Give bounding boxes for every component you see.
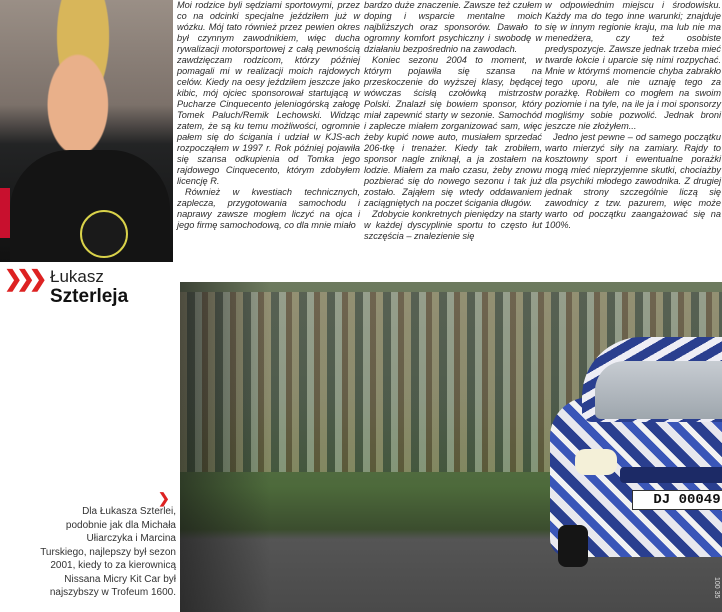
paragraph: Moi rodzice byli sędziami sportowymi, przez co na odcinki specjalne jeździłem już w wózku. Mój tato również przez pewien okres był czynnym zawodnikiem, więc ducha rywalizacji motorsportowej z całą pewnością zawdzięczam rodzicom, którzy później pomagali mi w realizacji moich rajdowych celów. Kiedy na oesy jeździłem jeszcze jako kibic, mój ojciec sponsorował startującą w Pucharze Cinquecento jeleniogórską załogę Tomek Paluch/Remik Lechowski. Widząc zatem, że są ku temu możliwości, ogromnie pałem się do ścigania i udział w KJS-ach rozpocząłem w 1997 r. Rok później pojawiła się szansa odkupienia od Tomka jego rajdowego Cinquecento, którym zdobyłem licencję R. bbox=[177, 0, 360, 186]
driver-portrait-photo bbox=[0, 0, 173, 262]
paragraph: Koniec sezonu 2004 to moment, w którym pojawiła się szansa na przeskoczenie do wyższej klasy, będącej wówczas ścisłą czołówką mistrzostw Polski. Znalazł się bowiem sponsor, który miał zapewnić starty w sezonie. Samochód i zaplecze miałem zorganizować sam, więc żeby kupić nowe auto, musiałem sprzedać 206-tkę i trenażer. Kiedy tak zrobiłem, sponsor nagle zniknął, a ja zostałem na lodzie. Miałem za mało czasu, żeby znowu pozbierać się do nowego sezonu i tak już zostało. Zająłem się wtedy oddawaniem zaciągniętych na poczet ścigania długów. bbox=[364, 55, 542, 208]
license-plate: DJ 00049 bbox=[632, 490, 722, 510]
paragraph: bardzo duże znaczenie. Zawsze też czułem doping i wsparcie mentalne moich najbliższych oraz sponsorów. Dawało to ogromny komfort psychiczny i swobodę w działaniu bezpośrednio na zawodach. bbox=[364, 0, 542, 54]
foreground-shadow bbox=[180, 282, 270, 612]
paragraph: w odpowiednim miejscu i środowisku. Każdy ma do tego inne warunki; znajduje się w innym regionie kraju, ma lub nie ma menedżera, czy też osobiste predyspozycje. Zawsze jednak trzeba mieć twarde łokcie i uparcie się nimi rozpychać. Mnie w którymś momencie chyba zabrakło tego uporu, ale nie uznaję tego za porażkę. Robiłem co mogłem na swoim poziomie i na tyle, na ile ja i moi sponsorzy mogliśmy sobie pozwolić. Jednak broni jeszcze nie złożyłem... bbox=[545, 0, 721, 131]
red-tab-icon bbox=[0, 188, 10, 238]
car-windshield bbox=[595, 361, 722, 419]
paragraph: Również w kwestiach technicznych, zaplecza, przygotowania samochodu i naprawy zawsze mogłem liczyć na ojca i jego firmę samochodową, co dla mnie miało bbox=[177, 187, 360, 230]
caption-chevron-icon: ❯ bbox=[158, 490, 170, 506]
driver-first-name: Łukasz bbox=[50, 267, 104, 286]
article-column-1 bbox=[177, 0, 360, 231]
photo-credit-number: 100 35 bbox=[713, 576, 720, 598]
article-column-3 bbox=[545, 0, 721, 231]
name-chevron-icon: ❯❯❯ bbox=[4, 266, 42, 291]
article-column-2 bbox=[364, 0, 542, 242]
jacket-badge-icon bbox=[80, 210, 128, 258]
driver-last-name: Szterleja bbox=[50, 286, 129, 307]
car-grill bbox=[620, 467, 722, 483]
wheel-left bbox=[558, 525, 588, 567]
paragraph: Jedno jest pewne – od samego początku warto mierzyć siły na zamiary. Rajdy to kosztowny sport i ewentualne porażki mogą mieć nieprzyjemne skutki, chociażby dla psychiki młodego zawodnika. Z drugiej jednak strony szczególnie liczą się zawodnicy z tzw. pazurem, więc może warto od początku zaangażować się na 100%. bbox=[545, 132, 721, 230]
rally-car-photo bbox=[180, 282, 722, 612]
paragraph: Zdobycie konkretnych pieniędzy na starty w każdej dyscyplinie sportu to często łut szczęścia – znalezienie się bbox=[364, 209, 542, 241]
headlight-left bbox=[575, 449, 617, 475]
photo-caption: Dla Łukasza Szterlei, podobnie jak dla Michała Ułiarczyka i Marcina Turskiego, najlepszy był sezon 2001, kiedy to za kierownicą Nissana Micry Kit Car był najszybszy w Trofeum 1600. bbox=[40, 506, 176, 598]
nissan-micra-rally-car bbox=[550, 337, 722, 567]
